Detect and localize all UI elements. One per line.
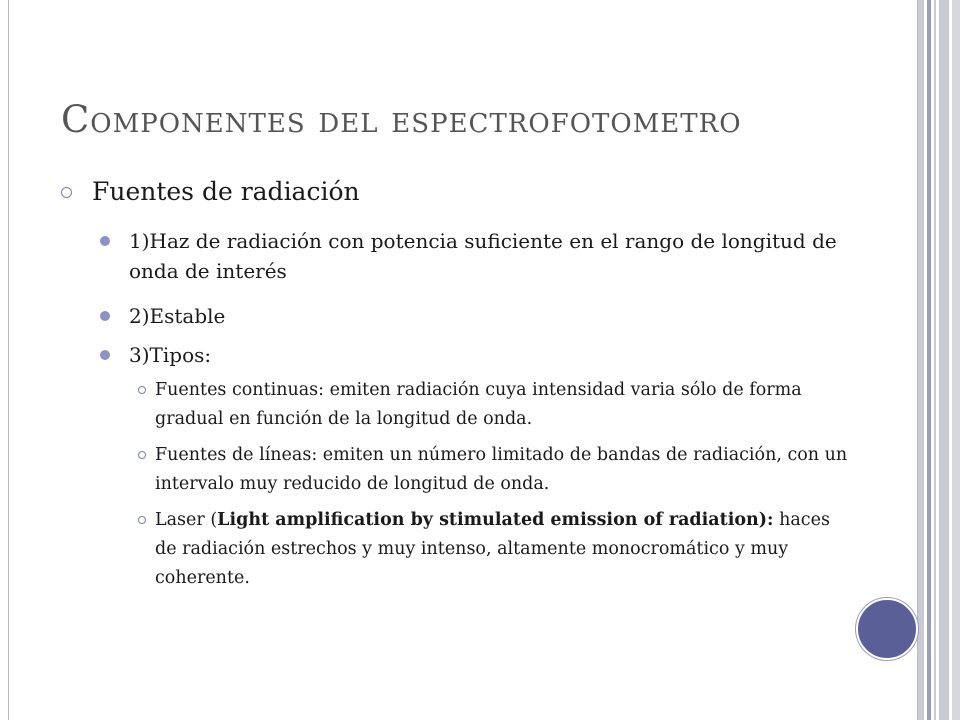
type-text: Fuentes de líneas: emiten un número limitado de bandas de radiación, con un intervalo muy reducido de longitud de onda.	[155, 445, 848, 494]
ring-bullet-icon	[138, 451, 146, 459]
heading-text: Fuentes de radiación	[92, 177, 360, 206]
ring-bullet-icon	[61, 187, 72, 198]
point-text: 1)Haz de radiación con potencia suficiente en el rango de longitud de onda de interés	[129, 229, 837, 283]
dot-bullet-icon	[100, 236, 110, 246]
laser-prefix: Laser (	[155, 510, 218, 530]
list-item	[58, 340, 848, 370]
type-text: Fuentes continuas: emiten radiación cuya intensidad varia sólo de forma gradual en función de la longitud de onda.	[155, 380, 802, 429]
stripe	[939, 0, 949, 720]
stripe	[952, 0, 960, 720]
list-item	[58, 301, 848, 331]
ring-bullet-icon	[138, 516, 146, 524]
sub-list-item	[58, 441, 848, 499]
point-text: 3)Tipos:	[129, 343, 212, 367]
slide-title: Componentes del espectrofotometro	[61, 98, 742, 141]
laser-bold: Light amplification by stimulated emission of radiation):	[217, 510, 774, 530]
heading-item	[58, 177, 848, 206]
decorative-stripes	[918, 0, 960, 720]
stripe	[927, 0, 931, 720]
slide-content	[58, 177, 848, 593]
stripe	[934, 0, 936, 720]
sub-list-item	[58, 506, 848, 593]
dot-bullet-icon	[100, 350, 110, 360]
sub-list-item	[58, 376, 848, 434]
stripe	[918, 0, 924, 720]
decorative-circle	[856, 598, 918, 660]
list-item	[58, 226, 848, 286]
ring-bullet-icon	[138, 386, 146, 394]
dot-bullet-icon	[100, 311, 110, 321]
laser-rest: haces de radiación estrechos y muy intenso, altamente monocromático y muy coherente.	[155, 510, 830, 588]
point-text: 2)Estable	[129, 304, 226, 328]
